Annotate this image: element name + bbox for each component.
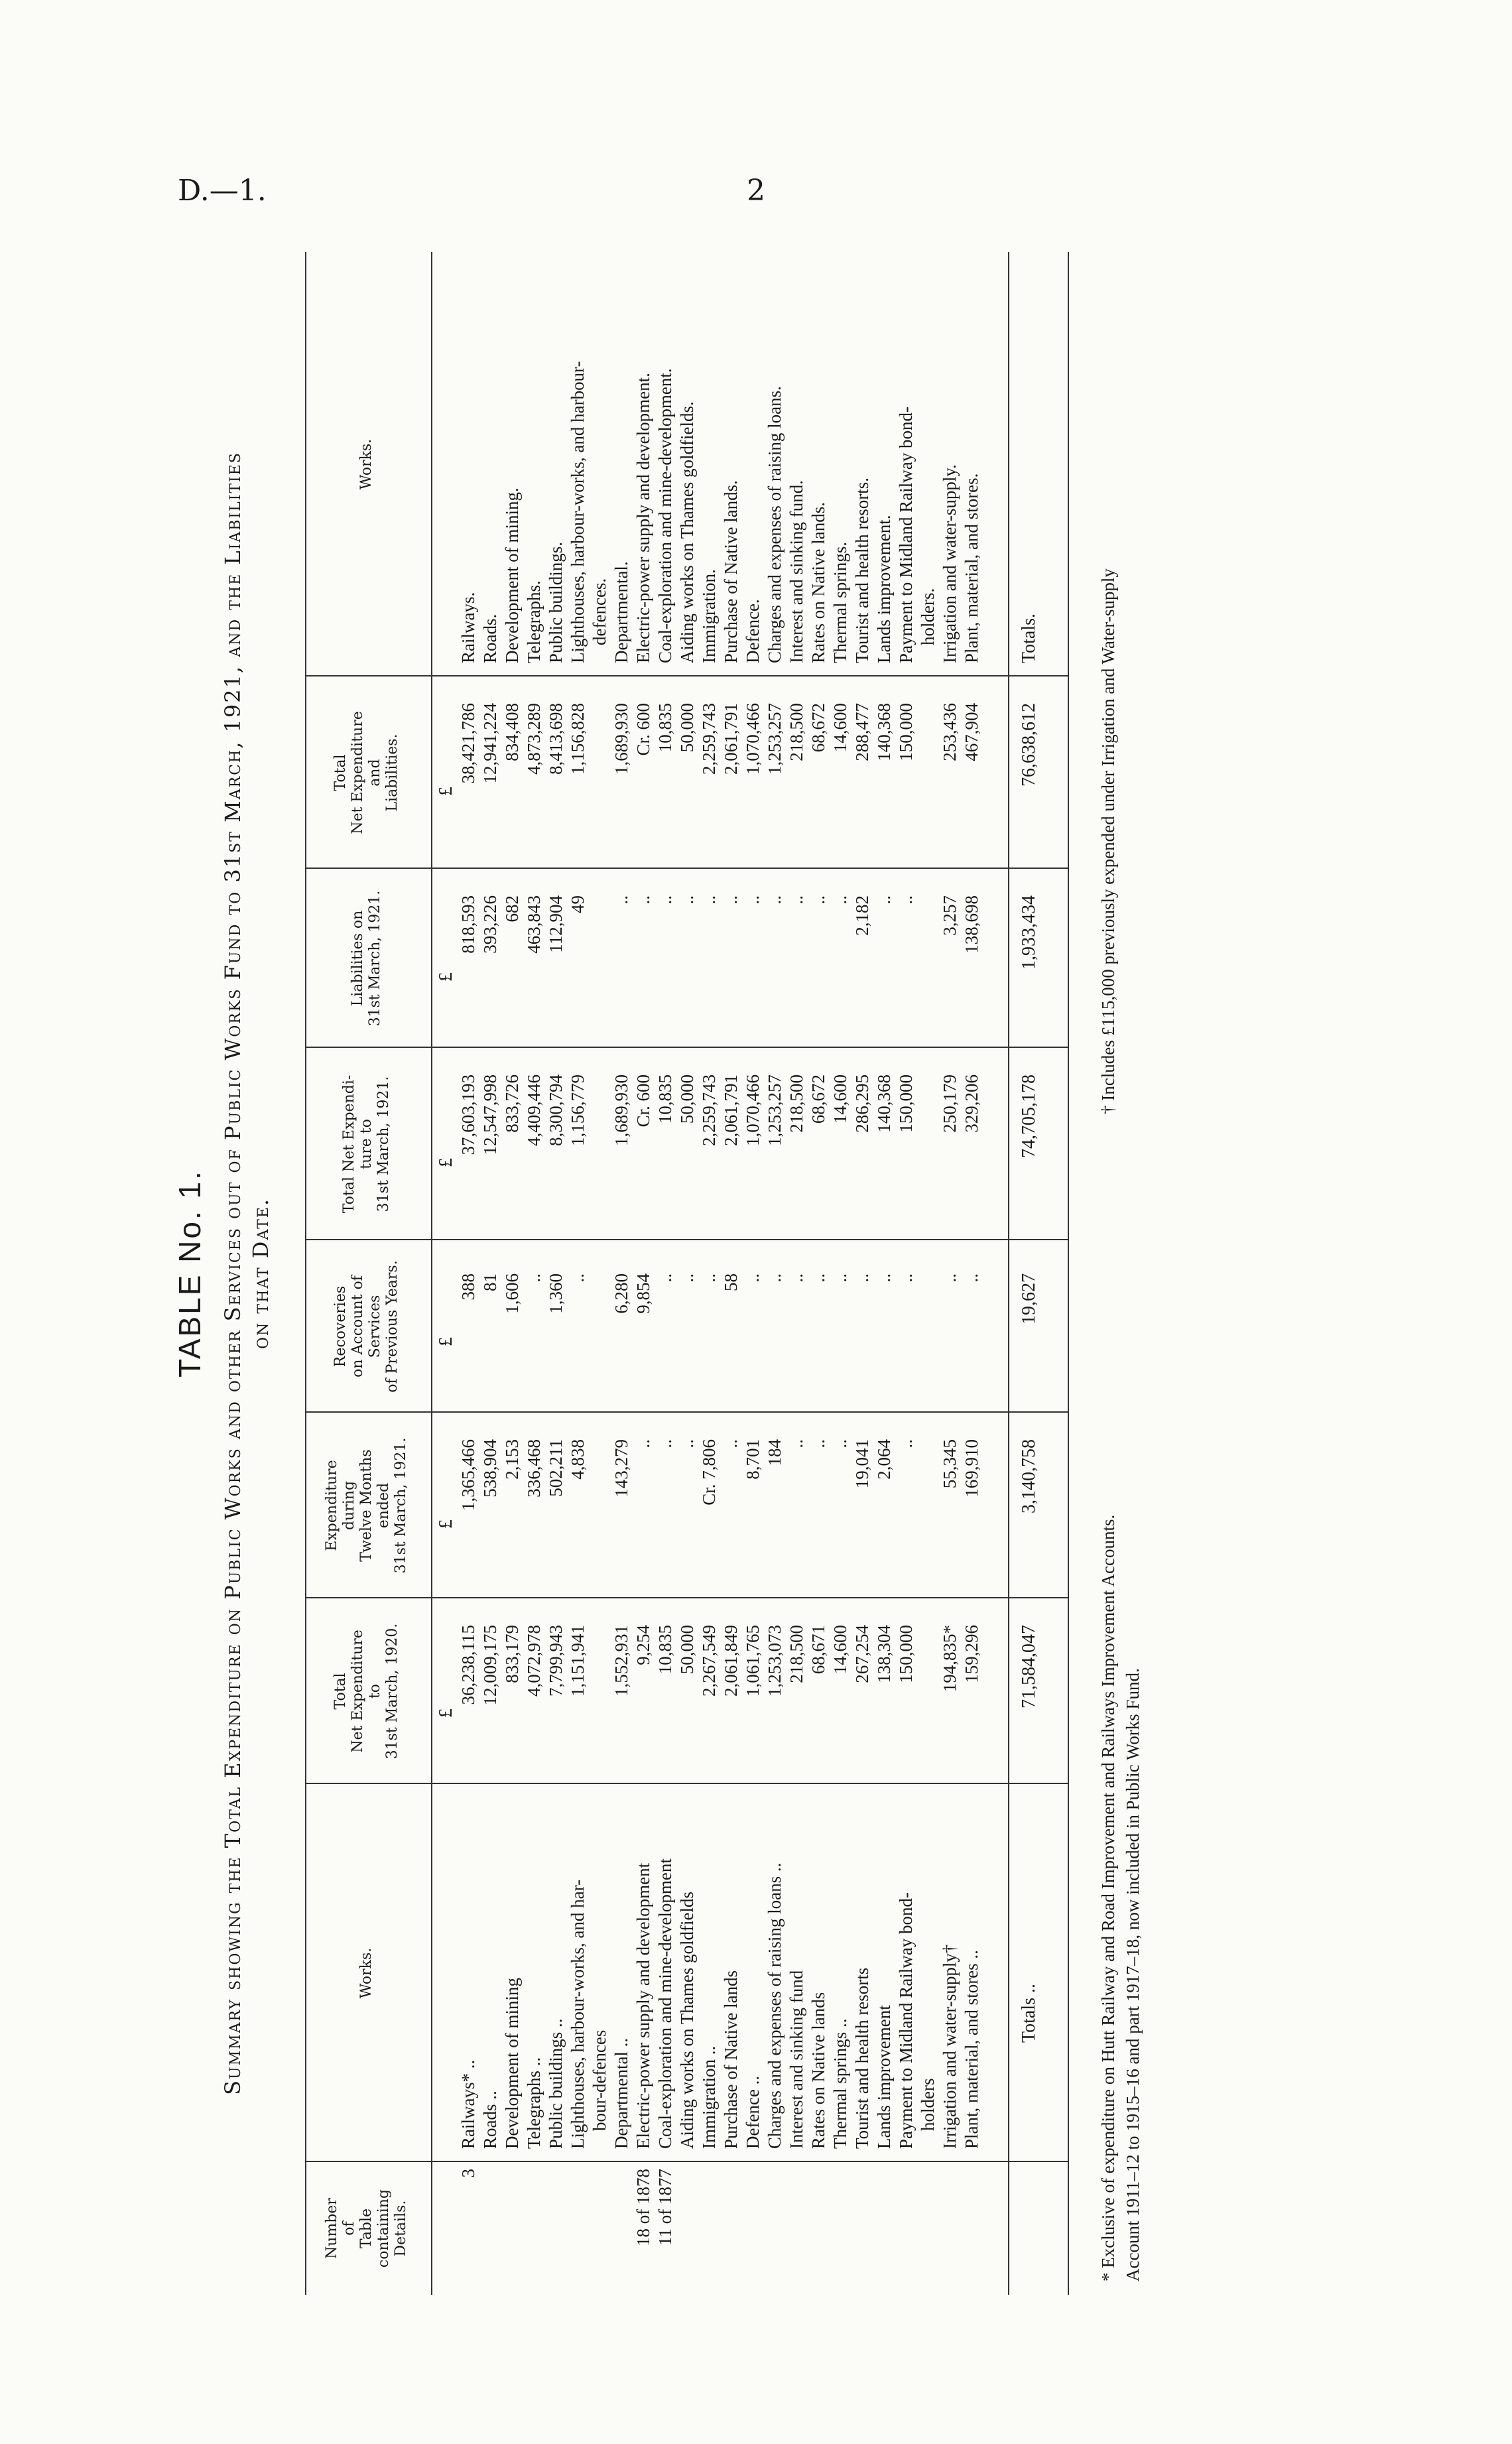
header-net-1920: Total Net Expenditure to 31st March, 1920. <box>332 1623 401 1760</box>
column-net-1920: 36,238,115 12,009,175 833,179 4,072,978 7,799,943 1,151,941 1,552,931 9,254 10,835 50,000 2,267,549 2,061,849 1,061,765 1,253,073 218,500 68,671 14,600 267,254 138,304 150,000 194,835* 159,296 <box>458 1625 981 1706</box>
header-expenditure-year: Expenditure during Twelve Months ended 31st March, 1921. <box>324 1437 409 1574</box>
heading-line-1: Summary showing the Total Expenditure on Public Works and other Services out of Public Works Fund to 31st March, 1921, and the Liabilities <box>220 452 245 2095</box>
currency-symbol: £ <box>436 787 456 796</box>
totals-label-right: Totals. <box>1019 613 1039 663</box>
currency-symbol: £ <box>436 1158 456 1167</box>
total-expenditure-year: 3,140,758 <box>1019 1439 1039 1513</box>
footnote-dagger-line-2: Account 1911–12 to 1915–16 and part 1917–18, now included in Public Works Fund. <box>1123 1668 1143 2282</box>
currency-symbol: £ <box>436 1519 456 1529</box>
currency-symbol: £ <box>436 1708 456 1718</box>
table-title: TABLE No. 1. <box>172 1169 207 1378</box>
rotated-table-sheet <box>172 252 1233 2295</box>
column-total-net-liabilities: 38,421,786 12,941,224 834,408 4,873,289 8,413,698 1,156,828 1,689,930 Cr. 600 10,835 50,000 2,259,743 2,061,791 1,070,466 1,253,257 218,500 68,672 14,600 288,477 140,368 150,000 253,436 467,904 <box>458 703 981 784</box>
column-net-1921: 37,603,193 12,547,998 833,726 4,409,446 8,300,794 1,156,779 1,689,930 Cr. 600 10,835 50,000 2,259,743 2,061,791 1,070,466 1,253,257 218,500 68,672 14,600 286,295 140,368 150,000 250,179 329,206 <box>458 1074 981 1155</box>
table-heading <box>219 252 275 2295</box>
table-bottom-rule <box>1068 252 1069 2295</box>
column-table-refs: 3 18 of 1878 11 of 1877 <box>458 2169 675 2246</box>
header-net-1921: Total Net Expendi- ture to 31st March, 1921. <box>341 1074 392 1214</box>
totals-rule <box>1008 252 1009 2295</box>
total-recoveries: 19,627 <box>1019 1273 1039 1324</box>
currency-symbol: £ <box>436 1337 456 1346</box>
page-number: 2 <box>747 174 765 208</box>
footnote-dagger-line-1: † Includes £115,000 previously expended under Irrigation and Water-supply <box>1098 568 1118 1114</box>
total-net-1921: 74,705,178 <box>1019 1074 1039 1158</box>
header-works: Works. <box>358 1947 375 1999</box>
header-total-net-liabilities: Total Net Expenditure and Liabilities. <box>332 711 401 834</box>
column-expenditure-year: 1,365,466 538,904 2,153 336,468 502,211 4,838 143,279 .. .. .. Cr. 7,806 .. 8,701 184 .. .. .. 19,041 2,064 .. 55,345 169,910 <box>458 1439 981 1511</box>
header-recoveries: Recoveries on Account of Services of Previous Years. <box>332 1260 401 1393</box>
total-net-liabilities: 76,638,612 <box>1019 703 1039 787</box>
column-works-right: Railways. Roads. Development of mining. Telegraphs. Public buildings. Lighthouses, harbour-works, and harbour- defences. Departmental. Electric-power supply and development. Coal-exploration and mine-development. Aiding works on Thames goldfields. Immigration. Purchase of Native lands. Defence. Charges and expenses of raising loans. Interest and sinking fund. Rates on Native lands. Thermal springs. Tourist and health resorts. Lands improvement. Payment to Midland Railway bond- holders. Irrigation and water-supply. Plant, material, and stores. <box>458 361 981 663</box>
header-table-number: Number of Table containing Details. <box>324 2189 409 2268</box>
heading-line-2: on that Date. <box>248 1197 273 1350</box>
total-net-1920: 71,584,047 <box>1019 1625 1039 1708</box>
total-liabilities: 1,933,434 <box>1019 895 1039 970</box>
header-bottom-rule <box>431 252 432 2295</box>
currency-symbol: £ <box>436 972 456 982</box>
column-liabilities: 818,593 393,226 682 463,843 112,904 49 .. .. .. .. .. .. .. .. .. .. .. 2,182 .. .. 3,257 138,698 <box>458 895 981 954</box>
footnote-star: * Exclusive of expenditure on Hutt Railway and Road Improvement and Railways Improvement Accounts. <box>1098 1514 1118 2282</box>
header-works-right: Works. <box>358 438 375 490</box>
column-recoveries: 388 81 1,606 .. 1,360 .. 6,280 9,854 .. .. .. 58 .. .. .. .. .. .. .. .. .. .. <box>458 1273 981 1314</box>
header-liabilities: Liabilities on 31st March, 1921. <box>349 890 383 1027</box>
totals-label: Totals .. <box>1019 1983 1039 2043</box>
column-works: Railways* .. Roads .. Development of mining Telegraphs .. Public buildings .. Lighthouses, harbour-works, and har- bour-defences Departmental .. Electric-power supply and development Coal-exploration and mine-development Aiding works on Thames goldfields Immigration .. Purchase of Native lands Defence .. Charges and expenses of raising loans .. Interest and sinking fund Rates on Native lands Thermal springs .. Tourist and health resorts Lands improvement Payment to Midland Railway bond- holders Irrigation and water-supply† Plant, material, and stores .. <box>458 1858 981 2149</box>
page-identifier: D.—1. <box>178 174 267 208</box>
